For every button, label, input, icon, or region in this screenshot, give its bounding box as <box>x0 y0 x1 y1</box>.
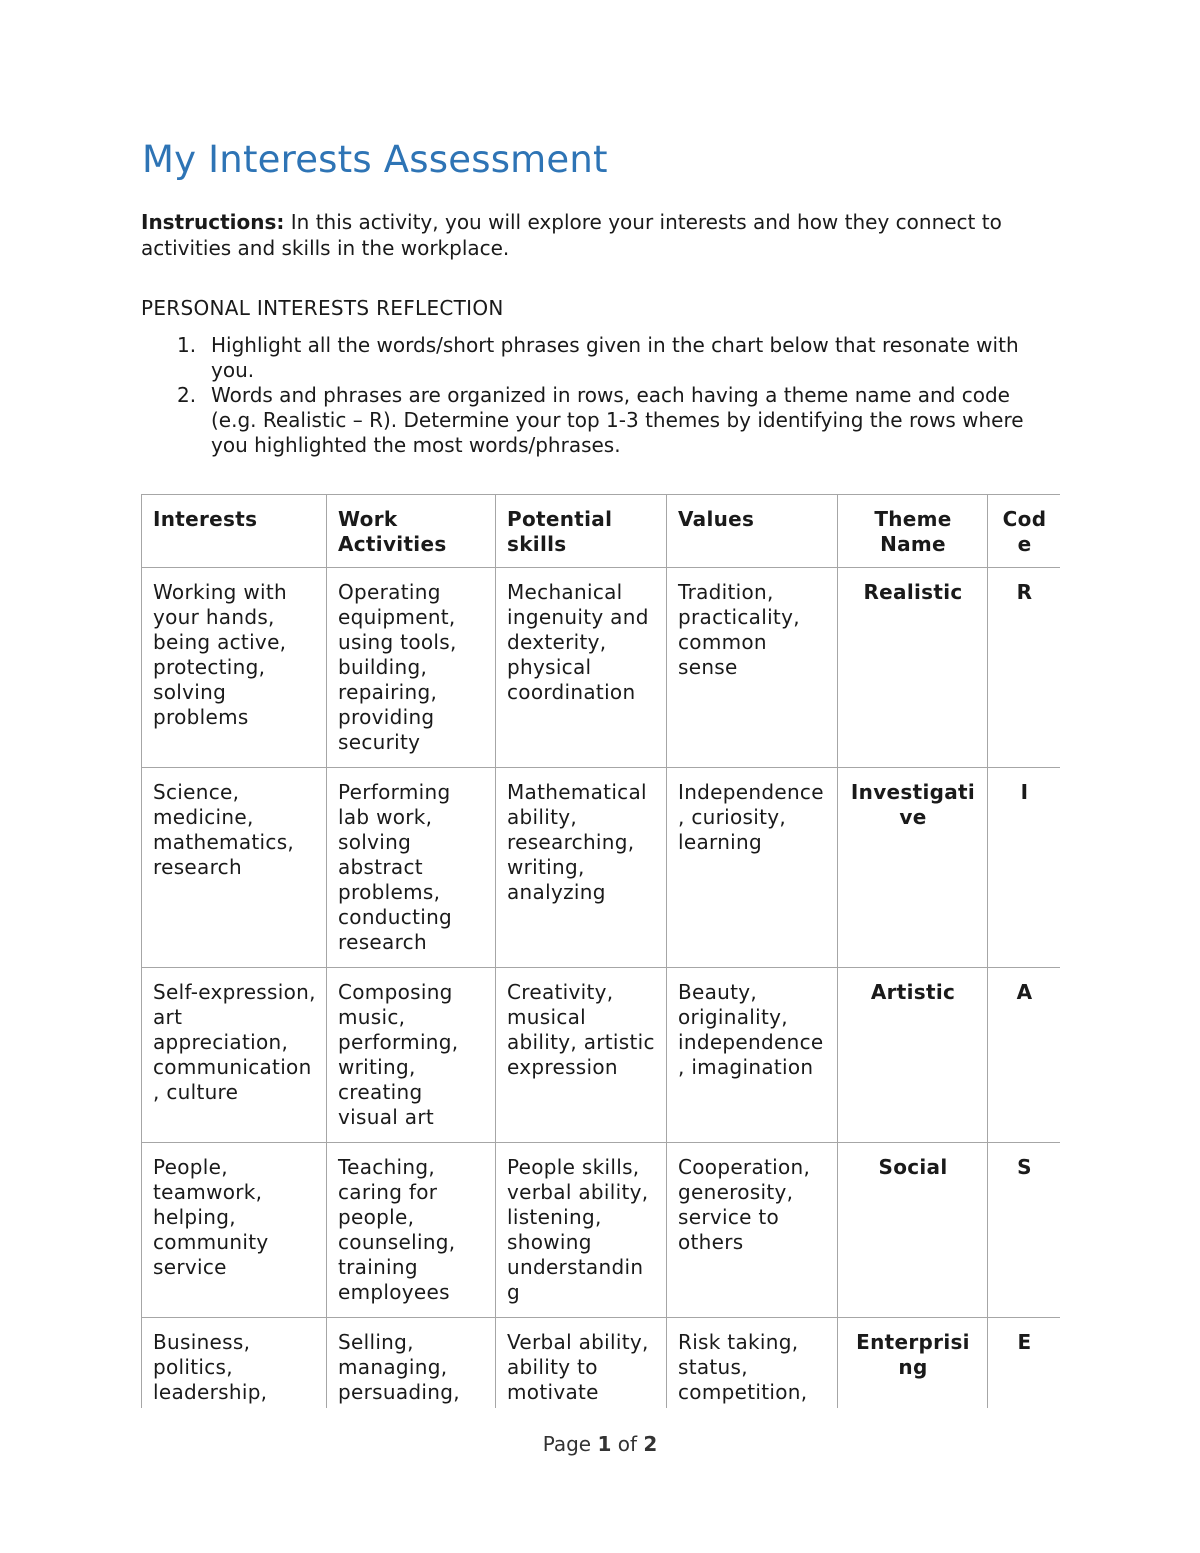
cell-code: R <box>988 568 1061 768</box>
footer-prefix: Page <box>542 1432 598 1456</box>
header-code: Code <box>988 495 1061 568</box>
page-title: My Interests Assessment <box>142 138 608 181</box>
header-work-activities: Work Activities <box>327 495 496 568</box>
list-item <box>141 333 1051 383</box>
cell-work-activities: Teaching, caring for people, counseling, training employees <box>327 1143 496 1318</box>
cell-theme-name: Social <box>838 1143 988 1318</box>
list-item <box>141 383 1051 458</box>
cell-values: Tradition, practicality, common sense <box>667 568 838 768</box>
cell-values: Cooperation, generosity, service to others <box>667 1143 838 1318</box>
header-interests: Interests <box>142 495 327 568</box>
cell-work-activities: Operating equipment, using tools, building, repairing, providing security <box>327 568 496 768</box>
instructions-label: Instructions: <box>141 210 285 234</box>
footer-middle: of <box>611 1432 644 1456</box>
cell-theme-name: Enterprising <box>838 1318 988 1409</box>
cell-theme-name: Realistic <box>838 568 988 768</box>
cell-interests: People, teamwork, helping, community service <box>142 1143 327 1318</box>
cell-values: Risk taking, status, competition, <box>667 1318 838 1409</box>
header-theme-name: Theme Name <box>838 495 988 568</box>
table-header-row <box>142 495 1061 568</box>
table-row <box>142 1318 1061 1409</box>
table-row <box>142 968 1061 1143</box>
table-row <box>142 768 1061 968</box>
cell-skills: People skills, verbal ability, listening, showing understanding <box>496 1143 667 1318</box>
cell-interests: Science, medicine, mathematics, research <box>142 768 327 968</box>
list-item-text: Words and phrases are organized in rows, each having a theme name and code (e.g. Realistic – R). Determine your top 1-3 themes by identifying the rows where you highlighted the most words/phrases. <box>211 383 1024 457</box>
cell-values: Beauty, originality, independence, imagination <box>667 968 838 1143</box>
current-page-number: 1 <box>597 1432 612 1456</box>
cell-code: S <box>988 1143 1061 1318</box>
instructions-text: In this activity, you will explore your interests and how they connect to activities and skills in the workplace. <box>141 210 1002 260</box>
section-heading: PERSONAL INTERESTS REFLECTION <box>141 296 504 320</box>
list-item-text: Highlight all the words/short phrases given in the chart below that resonate with you. <box>211 333 1019 382</box>
list-item-number: 2. <box>177 383 197 407</box>
cell-work-activities: Composing music, performing, writing, creating visual art <box>327 968 496 1143</box>
cell-skills: Mechanical ingenuity and dexterity, physical coordination <box>496 568 667 768</box>
list-item-number: 1. <box>177 333 197 357</box>
table-row <box>142 568 1061 768</box>
cell-values: Independence, curiosity, learning <box>667 768 838 968</box>
table-row <box>142 1143 1061 1318</box>
header-potential-skills: Potential skills <box>496 495 667 568</box>
steps-list <box>141 333 1051 458</box>
cell-code: A <box>988 968 1061 1143</box>
page-footer <box>0 1432 1200 1456</box>
cell-skills: Creativity, musical ability, artistic expression <box>496 968 667 1143</box>
cell-work-activities: Selling, managing, persuading, <box>327 1318 496 1409</box>
instructions <box>141 210 1056 261</box>
cell-theme-name: Investigative <box>838 768 988 968</box>
cell-work-activities: Performing lab work, solving abstract problems, conducting research <box>327 768 496 968</box>
interests-table-container <box>141 494 1060 1408</box>
cell-skills: Verbal ability, ability to motivate <box>496 1318 667 1409</box>
cell-interests: Working with your hands, being active, protecting, solving problems <box>142 568 327 768</box>
interests-table <box>141 494 1060 1408</box>
total-page-number: 2 <box>643 1432 658 1456</box>
cell-interests: Business, politics, leadership, <box>142 1318 327 1409</box>
cell-code: I <box>988 768 1061 968</box>
cell-code: E <box>988 1318 1061 1409</box>
header-values: Values <box>667 495 838 568</box>
cell-interests: Self-expression, art appreciation, communication, culture <box>142 968 327 1143</box>
cell-theme-name: Artistic <box>838 968 988 1143</box>
cell-skills: Mathematical ability, researching, writing, analyzing <box>496 768 667 968</box>
